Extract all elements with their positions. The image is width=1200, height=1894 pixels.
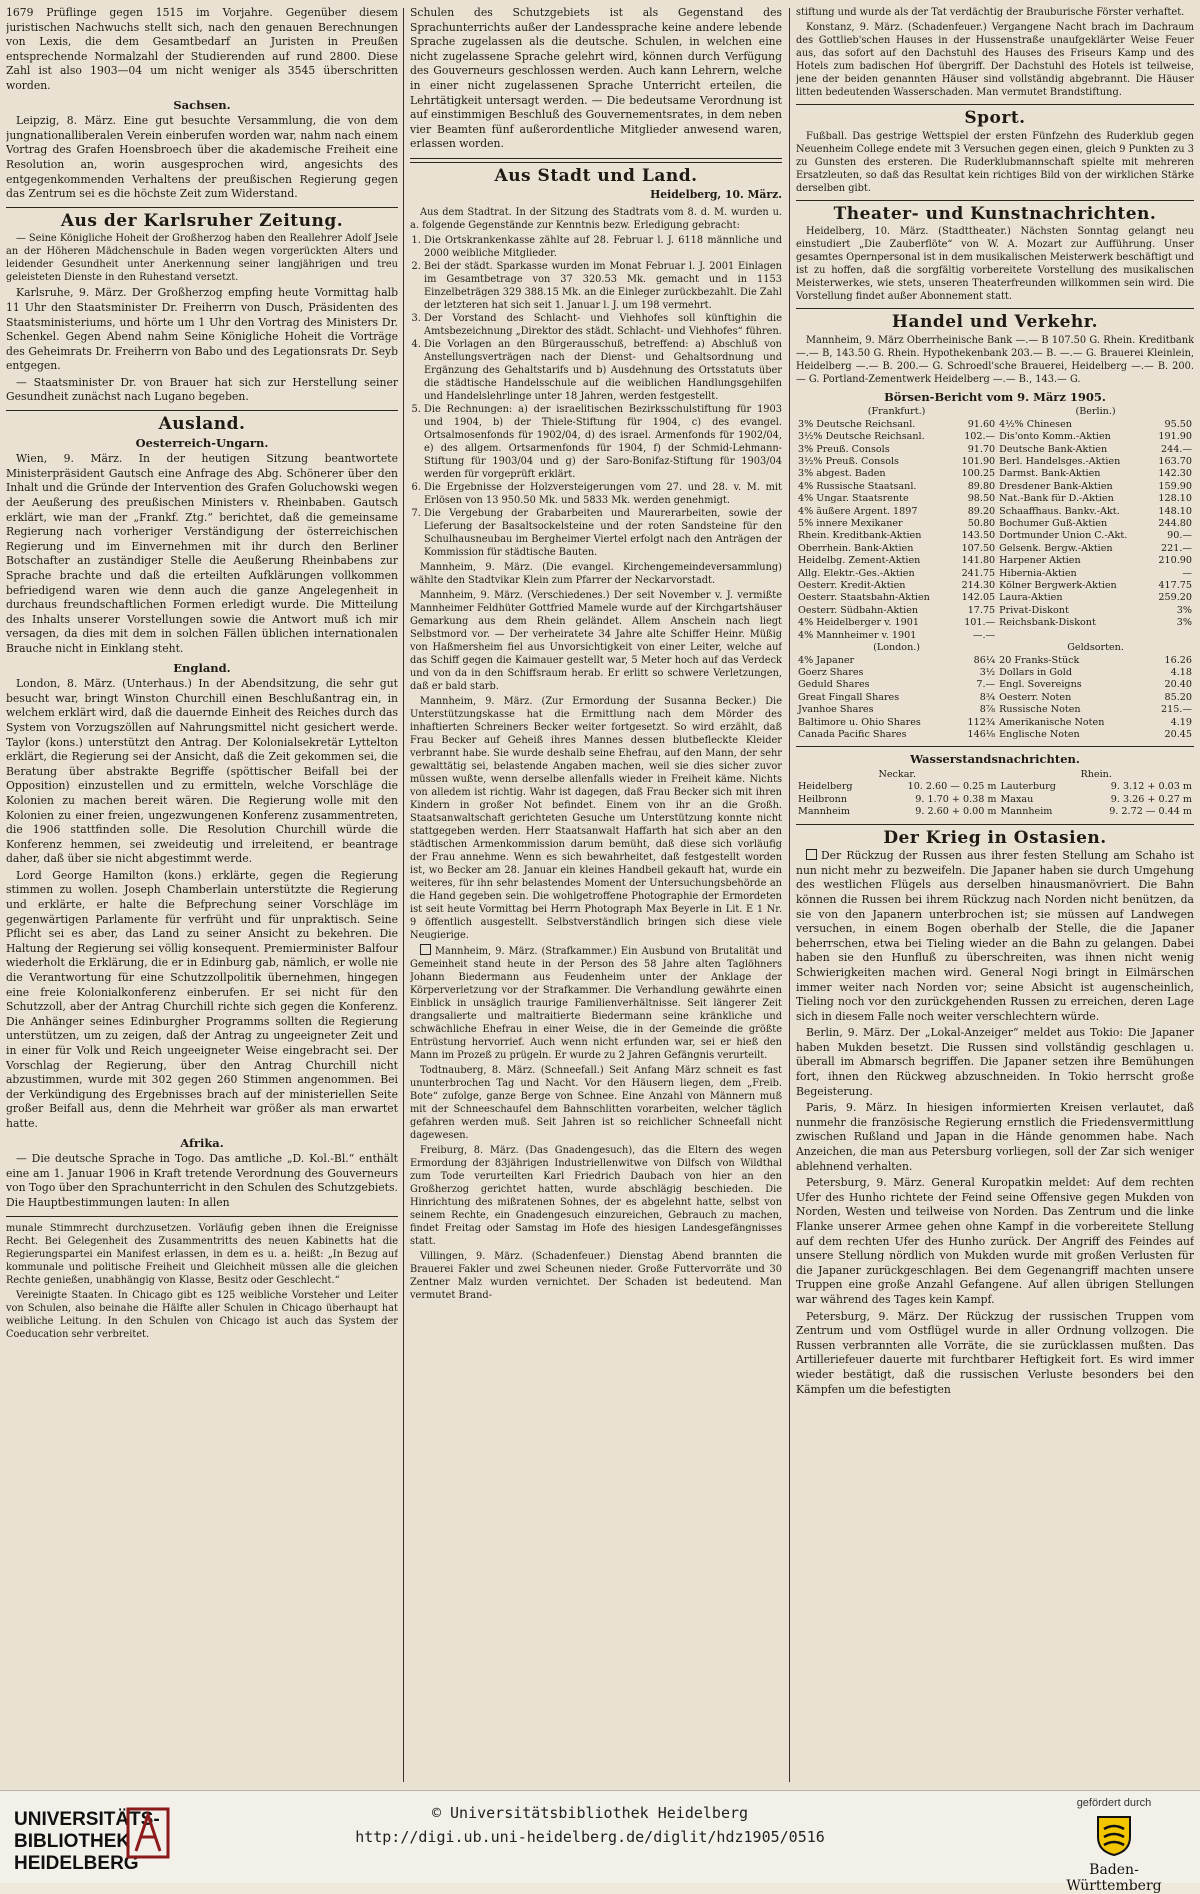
paragraph: Karlsruhe, 9. März. Der Großherzog empfing heute Vormittag halb 11 Uhr den Staatsminister Dr. Freiherrn von Dusch, Präsidenten des Staatsministeriums, und hörte um 1 Uhr den Vortrag des Ministers Dr. Schenkel. Gegen Abend nahm Seine Königliche Hoheit die Vorträge des Geheimrats Dr. Freiherrn von Babo und des Legationsrats Dr. Seyb entgegen.: [6, 286, 398, 373]
table-row: [796, 806, 1194, 818]
paragraph: Petersburg, 9. März. Der Rückzug der russischen Truppen vom Zentrum und vom Ostflügel wurde in aller Ordnung vollzogen. Die Russen verbrannten alle Vorräte, die sie zurücklassen mußten. Das Artilleriefeuer dauerte mit furchtbarer Heftigkeit fort. Es wird immer wieder bestätigt, daß die russischen Verluste besonders bei den Kämpfen um die befestigten: [796, 1309, 1194, 1396]
table-cell-name: Deutsche Bank-Aktien: [999, 443, 1108, 455]
table-row: [796, 592, 1194, 604]
table-cell-value: 9. 3.12 + 0.03 m: [1110, 781, 1192, 793]
paragraph: Aus dem Stadtrat. In der Sitzung des Stadtrats vom 8. d. M. wurden u. a. folgende Gegenstände zur Kenntnis bezw. Erledigung gebracht:: [410, 207, 782, 232]
table-row: [796, 617, 1194, 629]
table-cell-name: Hibernia-Aktien: [999, 567, 1077, 579]
table-cell-value: 3%: [1176, 617, 1192, 629]
table-cell-name: Heilbronn: [798, 793, 848, 805]
paragraph: munale Stimmrecht durchzusetzen. Vorläufig geben ihnen die Ereignisse Recht. Bei Gelegenheit des Zusammentritts des neuen Kabinetts hat die Regierungspartei ein Manifest erlassen, in dem es u. a. heißt: „In Bezug auf kommunale und politische Freiheit und Gleichheit müssen alle die gleichen Rechte genießen, unabhängig von Klasse, Besitz oder Geschlecht.“: [6, 1222, 398, 1286]
table-cell-name: Canada Pacific Shares: [798, 728, 907, 740]
table-cell-value: —: [1182, 567, 1192, 579]
table-row: [796, 655, 1194, 667]
table-cell-name: 4% Mannheimer v. 1901: [798, 629, 917, 641]
table-cell-value: 141.80: [961, 555, 996, 567]
table-row: [796, 605, 1194, 617]
university-emblem-icon: [126, 1807, 170, 1859]
table-cell-value: 244.80: [1158, 518, 1192, 530]
table-cell-value: 107.50: [961, 542, 996, 554]
table-header-row: [796, 406, 1194, 418]
table-cell-name: Oesterr. Kredit-Aktien: [798, 580, 906, 592]
table-row: [796, 630, 1194, 642]
table-cell-name: Oberrhein. Bank-Aktien: [798, 542, 914, 554]
table-cell-name: Maxau: [1000, 793, 1034, 805]
table-cell-value: 50.80: [967, 518, 996, 530]
paragraph: stiftung und wurde als der Tat verdächtig der Brauburische Förster verhaftet.: [796, 7, 1185, 18]
table-row: [796, 781, 1194, 793]
table-cell-value: 3½: [979, 666, 996, 678]
table-row: [796, 506, 1194, 518]
table-row: [796, 444, 1194, 456]
table-cell-name: Heidelberg: [798, 781, 853, 793]
table-cell-name: 4% Heidelberger v. 1901: [798, 617, 919, 629]
table-cell-value: 221.—: [1161, 542, 1192, 554]
paragraph: Todtnauberg, 8. März. (Schneefall.) Seit Anfang März schneit es fast ununterbrochen Tag und Nacht. Vor den Häusern liegen, dem „Freib. Bote“ zufolge, ganze Berge von Schnee. Eine Anzahl von Männern muß mit der Schneeschaufel dem Bahnschlitten vorarbeiten, welcher täglich gefahren werden muß. Seit Jahren ist so reichlicher Schneefall nicht dagewesen.: [410, 1065, 782, 1142]
table-cell-value: 98.50: [967, 493, 996, 505]
table-cell-value: 86¼: [973, 654, 996, 666]
table-cell-value: 9. 3.26 + 0.27 m: [1110, 793, 1192, 805]
table-row: [796, 580, 1194, 592]
table-cell-name: Berl. Handelsges.-Aktien: [999, 456, 1121, 467]
table-cell-value: 17.75: [967, 604, 996, 616]
paragraph-text: Mannheim, 9. März. (Strafkammer.) Ein Ausbund von Brutalität und Gemeinheit stand heute in der Person des 58 Jahre alten Taglöhners Johann Biedermann aus Feudenheim unter der Anklage der Körperverletzung vor der Strafkammer. Die Verhandlung gewährte einen Einblick in unsäglich traurige Familienverhältnisse. Seit längerer Zeit drangsalierte und maltraitierte Biedermann seine kränkliche und schwächliche Ehefrau in einer Weise, die in der Gemeinde die größte Entrüstung hervorrief. Auch wenn nicht erfunden war, sei er hieß den Mann im Prozeß zu prügeln. Er wurde zu 2 Jahren Gefängnis verurteilt.: [410, 946, 782, 1062]
list-item: 6. Die Ergebnisse der Holzversteigerungen vom 27. und 28. v. M. mit Erlösen von 13 950.50 Mk. und 5833 Mk. werden genehmigt.: [424, 481, 782, 507]
section-heading: Ausland.: [158, 414, 246, 435]
table-cell-value: —.—: [972, 629, 996, 641]
copyright-text: © Universitätsbibliothek Heidelberg: [431, 1804, 749, 1822]
table-row: [796, 568, 1194, 580]
paragraph: Vereinigte Staaten. In Chicago gibt es 125 weibliche Vorsteher und Leiter von Schulen, also beinahe die Hälfte aller Schulen in Chicago überhaupt hat weibliche Leitung. In den Schulen von Chicago ist auch das System der Coeducation sehr verbreitet.: [6, 1289, 398, 1340]
divider: [6, 1216, 398, 1217]
paragraph: Lord George Hamilton (kons.) erklärte, gegen die Regierung stimmen zu wollen. Joseph Chamberlain unterstützte die Regierung und erklärte, er halte die Befprechung seiner Vorschläge im gegenwärtigen Parlamente für verfrüht und für unpraktisch. Seine Pflicht sei es aber, das Land zu seiner Ansicht zu bekehren. Die Haltung der Regierung sei völlig konsequent. Premierminister Balfour wiederholt die Erklärung, die er in Edinburg gab, nämlich, er wolle nie die Verantwortung für eine Schutzzollpolitik übernehmen, hingegen eine freie Kolonialkonferenz einberufen. Er sei nicht für den Schutzzoll, aber der Antrag Churchill richte sich gegen die Konferenz. Die Anhänger seines Edinburgher Programms sollten die Regierung unterstützen, um zu zeigen, daß der Antrag zu ungeeigneter Zeit und in einer für Volk und Reich ungeeigneter Weise eingebracht sei. Der Vorschlag der Regierung, über den Antrag Churchill nicht abzustimmen, wurde mit 302 gegen 260 Stimmen angenommen. Bei der Verkündigung des Ergebnisses brach auf der ministeriellen Seite großer Beifall aus, denn die Mehrheit war größer als man erwartet hatte.: [6, 868, 398, 1130]
divider: [796, 200, 1194, 201]
table-row: [796, 555, 1194, 567]
table-cell-name: 5% innere Mexikaner: [798, 518, 903, 530]
table-cell-value: 142.05: [961, 592, 996, 604]
table-cell-name: Oesterr. Südbahn-Aktien: [798, 604, 919, 616]
paragraph: 1679 Prüflinge gegen 1515 im Vorjahre. Gegenüber diesem juristischen Nachwuchs stellt sich, nach den genauen Berechnungen von Lexis, die dem Gesamtbedarf an Juristen in Preußen entsprechende Normalzahl der Studierenden auf rund 2800. Diese Zahl ist also 1903—04 um nicht weniger als 3545 überschritten worden.: [6, 6, 398, 92]
permalink[interactable]: http://digi.ub.uni-heidelberg.de/diglit/hdz1905/0516: [355, 1828, 825, 1846]
paragraph: — Seine Königliche Hoheit der Großherzog haben den Reallehrer Adolf Jsele an der Höheren Mädchenschule in Baden wegen vorgerückten Alters und leidender Gesundheit unter Anerkennung seiner langjährigen und treu geleisteten Dienste in den Ruhestand versetzt.: [6, 233, 398, 284]
table-cell-name: Laura-Aktien: [999, 592, 1063, 604]
table-cell-name: 3½% Deutsche Reichsanl.: [798, 431, 925, 443]
table-cell-name: Gelsenk. Bergw.-Aktien: [999, 542, 1113, 554]
sponsor-block: [1044, 1797, 1184, 1894]
table-cell-name: Baltimore u. Ohio Shares: [798, 716, 921, 728]
section-subheading: England.: [173, 660, 231, 675]
table-cell-name: Harpener Aktien: [999, 555, 1081, 567]
water-level-table: [796, 769, 1194, 819]
section-subheading: Wasserstandsnachrichten.: [910, 752, 1080, 767]
paragraph-text: Der Rückzug der Russen aus ihrer festen Stellung am Schaho ist nun nicht mehr zu bezweifeln. Die Japaner haben sie durch Umgehung des westlichen Flügels aus derselben hinausmanövriert. Die Bahn können die Russen bei ihrem Rückzug nach Norden nicht benützen, da sie von den Japanern unterbrochen ist; sie müssen auf Landwegen versuchen, in einem Bogen oberhalb der Stelle, die die Japaner beherrschen, etwa bei Tieling wieder an die Bahn zu gelangen. Dabei haben sie den Hunfluß zu überschreiten, was ihnen nicht wenig Schwierigkeiten machen wird. General Nogi bringt in Eilmärschen immer weiter nach Norden vor; seine Absicht ist augenscheinlich, Tieling noch vor den zurückgehenden Russen zu erreichen, deren Lage sich in diesem Falle noch weiter verschlechtern würde.: [796, 849, 1194, 1023]
table-cell-name: [997, 630, 1150, 642]
table-cell-value: 9. 1.70 + 0.38 m: [915, 793, 997, 805]
section-subheading: Afrika.: [180, 1135, 224, 1150]
table-cell-value: 101.—: [964, 617, 996, 629]
section-heading: Aus der Karlsruher Zeitung.: [60, 210, 344, 231]
divider: [796, 308, 1194, 309]
table-cell-value: 259.20: [1158, 592, 1192, 604]
table-header: (Frankfurt.): [867, 406, 926, 418]
table-cell-name: 4% Japaner: [798, 654, 855, 666]
paragraph: — Die deutsche Sprache in Togo. Das amtliche „D. Kol.-Bl.“ enthält eine am 1. Januar 1906 in Kraft tretende Verordnung des Gouverneurs von Togo über den Sprachunterricht in den Schulen des Schutzgebiets. Die Hauptbestimmungen lauten: In allen: [6, 1152, 398, 1209]
table-cell-value: 8¾: [979, 691, 996, 703]
table-cell-value: 417.75: [1158, 580, 1192, 592]
paragraph: Schulen des Schutzgebiets ist als Gegenstand des Sprachunterrichts außer der Landessprache keine andere lebende Sprache zugelassen als die deutsche. Schulen, in welchen eine nicht zugelassene Sprache gelehrt wird, können durch Verfügung des Gouverneurs geschlossen werden. Auch kann Lehrern, welche in einer nicht zugelassenen Sprache Unterricht erteilen, die Lehrtätigkeit untersagt werden. — Die bedeutsame Verordnung ist auf einstimmigen Beschluß des Gouvernementsrates, in dem neben vier Beamten fünf außerordentliche Mitglieder anwesend waren, erlassen worden.: [410, 6, 782, 151]
list-item: 4. Die Vorlagen an den Bürgerausschuß, betreffend: a) Abschluß von Anstellungsverträgen nach der Dienst- und Gehaltsordnung und Ergänzung des Gehaltstarifs und b) Ausdehnung des Ortsstatuts über die städtische Handelsschule auf die weiblichen Handlungsgehilfen und Handelslehrlinge unter 18 Jahren, werden festgestellt.: [424, 338, 782, 403]
table-cell-value: 210.90: [1158, 555, 1192, 567]
table-cell-name: Geduld Shares: [798, 679, 870, 691]
section-heading: Der Krieg in Ostasien.: [883, 827, 1107, 848]
list-item: 2. Bei der städt. Sparkasse wurden im Monat Februar l. J. 2001 Einlagen im Gesamtbetrage von 37 320.53 Mk. gemacht und in 1153 Einzelbeträgen 329 388.15 Mk. an die Einleger zurückbezahlt. Die Zahl der letzteren hat sich seit 1. Januar l. J. um 198 vermehrt.: [424, 260, 782, 312]
paragraph: Mannheim, 9. März. (Die evangel. Kirchengemeindeversammlung) wählte den Stadtvikar Klein zum Pfarrer der Neckarvorstadt.: [410, 562, 782, 587]
table-row: [796, 419, 1194, 431]
table-cell-name: Goerz Shares: [798, 666, 864, 678]
table-row: [796, 481, 1194, 493]
table-cell-value: 100.25: [961, 468, 996, 480]
table-cell-value: [1150, 630, 1194, 642]
table-cell-name: Heidelbg. Zement-Aktien: [798, 555, 921, 567]
table-cell-value: 142.30: [1158, 468, 1192, 480]
paragraph: Villingen, 9. März. (Schadenfeuer.) Dienstag Abend brannten die Brauerei Fakler und zwei Scheunen nieder. Große Futtervorräte und 30 Zentner Malz wurden vernichtet. Der Schaden ist bedeutend. Man vermutet Brand-: [410, 1251, 782, 1302]
divider: [796, 104, 1194, 105]
section-subheading: Sachsen.: [173, 97, 231, 112]
table-row: [796, 493, 1194, 505]
table-row: [796, 431, 1194, 443]
table-cell-value: 4.19: [1170, 716, 1192, 728]
table-cell-value: 89.20: [967, 505, 996, 517]
table-cell-name: Dollars in Gold: [999, 666, 1072, 678]
table-cell-name: Allg. Elektr.-Ges.-Aktien: [798, 567, 915, 579]
table-cell-value: 9. 2.72 — 0.44 m: [1109, 806, 1192, 818]
column-2: [410, 6, 782, 1784]
divider: [796, 746, 1194, 747]
list-item: 5. Die Rechnungen: a) der israelitischen Bezirksschulstiftung für 1903 und 1904, b) der Thiele-Stiftung für 1904, c) des evangel. Ortsalmosenfonds für 1902/04, d) des israel. Armenfonds für 1902/04, e) des allgem. Ortsarmenfonds für 1904, f) der Schmid-Lehmann-Stiftung für 1903/04 und g) der Saro-Bonifaz-Stiftung für 1903/04 werden für vorgeprüft erklärt.: [424, 403, 782, 481]
paragraph: Mannheim, 9. März. (Zur Ermordung der Susanna Becker.) Die Unterstützungskasse hat die Ermittlung nach dem Mörder des inhaftierten Schreiners Becker weiter fortgesetzt. So wird erzählt, daß Frau Becker auf Geheiß ihres Mannes dessen blutbefleckte Kleider verbrannt habe. Sie wurde deshalb seine Ehefrau, auf den Mann, der sehr gewalttätig sei, belastende Angaben machen, weil sie dies sicher zuvor müssen wußte, wenn derselbe allenfalls wieder in Freiheit käme. Nichts von alledem ist richtig. Wahr ist dagegen, daß Frau Becker sich mit ihren Kindern in großer Not befindet. Einem von ihr an die Großh. Staatsanwaltschaft gerichteten Gesuche um Unterstützung konnte nicht stattgegeben werden. Herr Staatsanwalt Haffarth hat sich aber an den städtischen Armenkommission darum bemüht, daß diese sich vorläufig der Frau annehme. Wenn es sich bewahrheitet, daß festgestellt worden ist, wo Becker am 28. Januar ein kleines Handbeil gekauft hat, wurde ein weiteres, für ihn sehr belastendes Moment der Untersuchungsbehörde an die Hand gegeben sein. Die wohlgetroffene Photographie der Ermordeten ist seit heute Vormittag bei Herrn Photograph Max Beyerle in Lit. E 1 Nr. 9 öffentlich ausgestellt. Selbstverständlich bringen sich diese viele Neugierige.: [410, 696, 782, 942]
divider: [6, 207, 398, 208]
table-cell-value: 7.—: [976, 679, 996, 691]
column-rule: [789, 8, 790, 1782]
paragraph: — Staatsminister Dr. von Brauer hat sich zur Herstellung seiner Gesundheit zunächst nach Lugano begeben.: [6, 375, 398, 404]
logo-text: HEIDELBERG: [14, 1853, 139, 1874]
paragraph: Fußball. Das gestrige Wettspiel der ersten Fünfzehn des Ruderklub gegen Neuenheim College endete mit 3 Versuchen gegen einen, gleich 9 Punkten zu 3 zu Gunsten des ersteren. Die Ruderklubmannschaft spielte mit mehreren Ersatzleuten, so daß das Resultat kein richtiges Bild von der wirklichen Stärke derselben gibt.: [796, 130, 1194, 194]
table-cell-value: 112¾: [967, 716, 996, 728]
table-cell-name: 4% Ungar. Staatsrente: [798, 493, 909, 505]
table-cell-name: Amerikanische Noten: [999, 716, 1105, 728]
table-cell-value: 16.26: [1164, 654, 1192, 666]
table-row: [796, 543, 1194, 555]
table-cell-name: 4% äußere Argent. 1897: [798, 505, 918, 517]
table-row: [796, 518, 1194, 530]
table-cell-name: Mannheim: [1000, 806, 1053, 818]
table-cell-name: Oesterr. Staatsbahn-Aktien: [798, 592, 930, 604]
table-header-row: [796, 642, 1194, 654]
table-row: [796, 679, 1194, 691]
list-item: 1. Die Ortskrankenkasse zählte auf 28. Februar l. J. 6118 männliche und 2000 weibliche Mitglieder.: [424, 234, 782, 260]
checkbox-marker: [806, 849, 817, 860]
numbered-list: [424, 234, 782, 559]
table-cell-value: 20.40: [1164, 679, 1192, 691]
footer-center: [330, 1801, 850, 1849]
table-row: [796, 704, 1194, 716]
divider: [6, 410, 398, 411]
table-cell-value: 91.60: [967, 418, 996, 430]
sponsor-name: Baden-Württemberg: [1066, 1862, 1162, 1894]
table-cell-name: Mannheim: [798, 806, 850, 818]
table-cell-name: Russische Noten: [999, 704, 1081, 716]
paragraph: [410, 944, 782, 1062]
table-row: [796, 794, 1194, 806]
section-heading: Sport.: [964, 108, 1026, 128]
table-header: (London.): [873, 642, 921, 654]
table-cell-name: Oesterr. Noten: [999, 691, 1072, 703]
table-cell-name: 3% Preuß. Consols: [798, 443, 890, 455]
table-row: [796, 456, 1194, 468]
table-cell-name: Schaaffhaus. Bankv.-Akt.: [999, 505, 1120, 517]
paragraph: Leipzig, 8. März. Eine gut besuchte Versammlung, die von dem jungnationalliberalen Verein einberufen worden war, nahm nach einem Vortrag des Grafen Hoensbroech über die akademische Freiheit eine Resolution an, worin ausgesprochen wird, angesichts des entgegenkommenden Verhaltens der preußischen Regierung gegen das Zentrum sei es die höchste Zeit zum Widerstand.: [6, 114, 398, 201]
column-1: [6, 6, 398, 1784]
paragraph: Konstanz, 9. März. (Schadenfeuer.) Vergangene Nacht brach im Dachraum des Gottlieb'schen Hauses in der Hussenstraße unaufgeklärter Weise Feuer aus, das sofort auf den Dachstuhl des Hauses des Friseurs Kamp und des Hotels zum badischen Hof übergriff. Der Dachstuhl des Hotels ist teilweise, jene der beiden genannten Häuser sind vollständig abgebrannt. Die Häuser litten bedeutenden Wasserschaden. Man vermutet Brandstiftung.: [796, 22, 1194, 98]
table-cell-name: Jvanhoe Shares: [798, 704, 874, 716]
table-cell-value: 91.70: [967, 443, 996, 455]
checkbox-marker: [420, 944, 431, 955]
table-cell-value: 9. 2.60 + 0.00 m: [915, 806, 997, 818]
table-cell-value: 89.80: [967, 480, 996, 492]
table-cell-name: Privat-Diskont: [999, 604, 1069, 616]
sponsor-label: gefördert durch: [1076, 1797, 1152, 1809]
divider: [410, 158, 782, 163]
table-row: [796, 667, 1194, 679]
table-cell-value: 102.—: [964, 431, 996, 443]
logo-text: UNIVERSITÄTS-: [14, 1809, 160, 1830]
table-cell-name: 4½% Chinesen: [999, 418, 1072, 430]
paragraph: Mannheim, 9. März. (Verschiedenes.) Der seit November v. J. vermißte Mannheimer Feldhüter Gottfried Mamele wurde auf der Kirchgartshäuser Gemarkung aus dem Rhein geländet. Allem Anschein nach liegt Selbstmord vor. — Der verheiratete 34 Jahre alte Schiffer Heinr. Müßig von Haßmersheim fiel aus Unvorsichtigkeit von einer Leiter, welche auf das Schiff gegen die Kaimauer gestellt war, 5 Meter hoch auf das Verdeck und von da in den Schiffsraum herab. Er erlitt so schwere Verletzungen, daß er bald starb.: [410, 590, 782, 693]
table-cell-value: 244.—: [1161, 443, 1192, 455]
footer-bar: [0, 1790, 1200, 1894]
paragraph: [796, 849, 1194, 1024]
table-row: [796, 692, 1194, 704]
list-item: 3. Der Vorstand des Schlacht- und Viehhofes soll künftighin die Amtsbezeichnung „Direktor des städt. Schlacht- und Viehhofes“ führen.: [424, 312, 782, 338]
table-cell-value: 128.10: [1158, 493, 1192, 505]
table-row: [796, 530, 1194, 542]
table-cell-value: 146⅛: [967, 728, 996, 740]
section-heading: Theater- und Kunstnachrichten.: [833, 203, 1157, 224]
table-cell-value: 143.50: [961, 530, 996, 542]
paragraph: Mannheim, 9. März Oberrheinische Bank —.— B 107.50 G. Rhein. Kreditbank —.— B, 143.50 G. Rhein. Hypothekenbank 203.— B. —.— G. Brauerei Kleinlein, Heidelberg —.— B. 200.— G. Schroedl'sche Brauerei, Heidelberg —.— B. 200.— G. Portland-Zementwerk Heidelberg —.— B., 143.— G.: [796, 334, 1194, 385]
table-header-row: [796, 769, 1194, 781]
table-row: [796, 729, 1194, 741]
table-cell-name: Dis'onto Komm.-Aktien: [999, 431, 1111, 443]
section-subheading: Börsen-Bericht vom 9. März 1905.: [884, 389, 1106, 404]
column-rule: [403, 8, 404, 1782]
table-cell-value: 90.—: [1167, 530, 1192, 542]
table-cell-value: 10. 2.60 — 0.25 m: [907, 781, 997, 793]
section-subheading: Oesterreich-Ungarn.: [135, 435, 269, 450]
state-coat-of-arms-icon: [1094, 1813, 1134, 1857]
table-cell-name: 3% Deutsche Reichsanl.: [798, 418, 916, 430]
table-cell-name: Dortmunder Union C.-Akt.: [999, 530, 1128, 542]
table-cell-value: 215.—: [1161, 704, 1192, 716]
table-cell-value: 95.50: [1164, 418, 1192, 430]
table-cell-name: Bochumer Guß-Aktien: [999, 518, 1108, 530]
stock-table: [796, 406, 1194, 741]
table-cell-name: Englische Noten: [999, 728, 1080, 740]
table-cell-name: Lauterburg: [1000, 781, 1056, 793]
table-cell-value: 159.90: [1158, 480, 1192, 492]
table-cell-value: 20.45: [1164, 728, 1192, 740]
paragraph: London, 8. März. (Unterhaus.) In der Abendsitzung, die sehr gut besucht war, bringt Winston Churchill einen Beschlußantrag ein, in welchem erklärt wird, daß die dauernde Einheit des Reiches durch das System von Vorzugszöllen auf Nahrungsmittel nicht gesichert werde. Taylor (kons.) unterstützt den Antrag. Der Kolonialsekretär Lyttelton erklärt, die Regierung sei der Ansicht, daß die Zeit gekommen sei, die Beratung über abstrakte Begriffe (spöttischer Beifall bei der Opposition) einzustellen und zu ermitteln, welche Vorschläge die Kolonien zu machen bereit wären. Die Regierung wolle mit den Kolonien zu einer freien, ungezwungenen Konferenz zusammentreten, die 1906 stattfinden solle. Die Resolution Churchill würde die Konferenz hemmen, sei zweideutig und irreleitend, er beantrage daher, daß über sie nicht abgestimmt werde.: [6, 677, 398, 866]
table-cell-name: Darmst. Bank-Aktien: [999, 468, 1101, 480]
table-cell-name: Reichsbank-Diskont: [999, 617, 1096, 629]
table-cell-name: 4% Russische Staatsanl.: [798, 480, 917, 492]
table-header: Geldsorten.: [1067, 642, 1124, 654]
table-cell-name: Kölner Bergwerk-Aktien: [999, 580, 1117, 592]
section-heading: Handel und Verkehr.: [891, 312, 1099, 333]
paragraph: Paris, 9. März. In hiesigen informierten Kreisen verlautet, daß nunmehr die französische Regierung ernstlich die Friedensvermittlung zwischen Rußland und Japan in die Hände genommen habe. Nach Anzeichen, die man aus Petersburg vorliegen, soll der Zar sich weniger ablehnend verhalten.: [796, 1101, 1194, 1173]
paragraph: Petersburg, 9. März. General Kuropatkin meldet: Auf dem rechten Ufer des Hunho richtete der Feind seine Offensive gegen Mukden von Norden, Westen und teilweise von Norden. Das Zentrum und die linke Flanke unserer Armee gehen ohne Kampf in die vorbereitete Stellung auf dem rechten Ufer des Hunho zurück. Der Angriff des Feindes auf unsere Stellung nördlich von Mukden wurde mit großen Verlusten für die Japaner zurückgeschlagen. Bei dem Gegenangriff machten unsere Truppen eine große Anzahl Gefangene. Auf allen übrigen Stellungen war während des Tages kein Kampf.: [796, 1176, 1194, 1306]
table-header: Neckar.: [878, 768, 917, 780]
column-3: [796, 6, 1194, 1784]
list-item: 7. Die Vergebung der Grabarbeiten und Maurerarbeiten, sowie der Lieferung der Basaltsockelsteine und der roten Sandsteine für den Schulhausneubau im Bergheimer Viertel erfolgt nach den Anträgen der Kommission für städtische Bauten.: [424, 507, 782, 559]
table-cell-value: 241.75: [961, 567, 996, 579]
table-header: Rhein.: [1080, 768, 1112, 780]
table-row: [796, 468, 1194, 480]
table-cell-name: Dresdener Bank-Aktien: [999, 480, 1113, 492]
paragraph: Wien, 9. März. In der heutigen Sitzung beantwortete Ministerpräsident Gautsch eine Anfrage des Abg. Schönerer über den Inhalt und die Gründe der Intervention des Grafen Goluchowski wegen der Aeußerung des preußischen Ministers v. Rheinbaben. Gautsch erklärt, wie man der „Frankf. Ztg.“ berichtet, daß die gemeinsame Regierung nach vorheriger Verständigung der österreichischen Regierung und im Einvernehmen mit ihr durch den Berliner Botschafter an zuständiger Stelle die Aeußerung Rheinbabens zur Sprache brachte und daß die erteilten Aufklärungen vollkommen befriedigend waren wie denn auch die ganze Angelegenheit in durchaus freundschaftlichen Formen erledigt wurde. Die Mitteilung des Inhalts unserer Vorstellungen sowie die Antwort muß ich mir versagen, da dies mit dem in solchen Fällen üblichen internationalen Brauche nicht in Einklang steht.: [6, 452, 398, 655]
section-heading: Aus Stadt und Land.: [494, 165, 698, 186]
table-cell-value: 4.18: [1170, 666, 1192, 678]
table-cell-value: 101.90: [961, 456, 996, 467]
table-cell-name: Nat.-Bank für D.-Aktien: [999, 493, 1114, 505]
logo-text: BIBLIOTHEK: [14, 1831, 131, 1852]
table-header: (Berlin.): [1075, 406, 1116, 418]
table-row: [796, 717, 1194, 729]
paragraph: Berlin, 9. März. Der „Lokal-Anzeiger“ meldet aus Tokio: Die Japaner haben Mukden besetzt. Die Russen sind vollständig geschlagen u. überall im Abmarsch begriffen. Die Japaner setzen ihre Bemühungen fort, ihnen den Rückweg abzuschneiden. In Tokio herrscht große Begeisterung.: [796, 1026, 1194, 1098]
table-cell-name: 20 Franks-Stück: [999, 654, 1080, 666]
table-cell-value: 163.70: [1158, 456, 1192, 467]
table-cell-value: 85.20: [1164, 691, 1192, 703]
paragraph: Freiburg, 8. März. (Das Gnadengesuch), das die Eltern des wegen Ermordung der 83jährigen Industriellenwitwe von Dilfsch von Wildthal zum Tode verurteilten Karl Friedrich Daubach von hier an den Großherzog gerichtet hatten, wurde abschlägig beschieden. Die Hinrichtung des mißratenen Sohnes, der es abgelehnt hatte, selbst von seinem Rechte, ein Gnadengesuch einzureichen, Gebrauch zu machen, findet Freitag oder Samstag im Hofe des hiesigen Landesgefängnisses statt.: [410, 1145, 782, 1248]
table-cell-name: Great Fingall Shares: [798, 691, 900, 703]
table-cell-value: 191.90: [1158, 431, 1192, 443]
table-cell-name: Rhein. Kreditbank-Aktien: [798, 530, 922, 542]
paragraph: Heidelberg, 10. März. (Stadttheater.) Nächsten Sonntag gelangt neu einstudiert „Die Zauberflöte“ von W. A. Mozart zur Aufführung. Unser gesamtes Opernpersonal ist in dem musikalischen Meisterwerk beschäftigt und ist zu hoffen, daß die sorgfältig vorbereitete Vorstellung des musikalischen Meisterwerkes, wie stets, unseren Theaterfreunden willkommen sein wird. Die Vorstellung findet außer Abonnement statt.: [796, 226, 1194, 303]
table-cell-value: 148.10: [1158, 505, 1192, 517]
table-cell-value: 8⅞: [979, 704, 996, 716]
divider: [796, 824, 1194, 825]
table-cell-name: 3½% Preuß. Consols: [798, 456, 899, 467]
table-cell-value: 3%: [1176, 604, 1192, 616]
dateline: Heidelberg, 10. März.: [650, 187, 782, 201]
table-cell-name: 3% abgest. Baden: [798, 468, 886, 480]
table-cell-value: 214.30: [961, 580, 996, 592]
table-cell-name: Engl. Sovereigns: [999, 679, 1082, 691]
